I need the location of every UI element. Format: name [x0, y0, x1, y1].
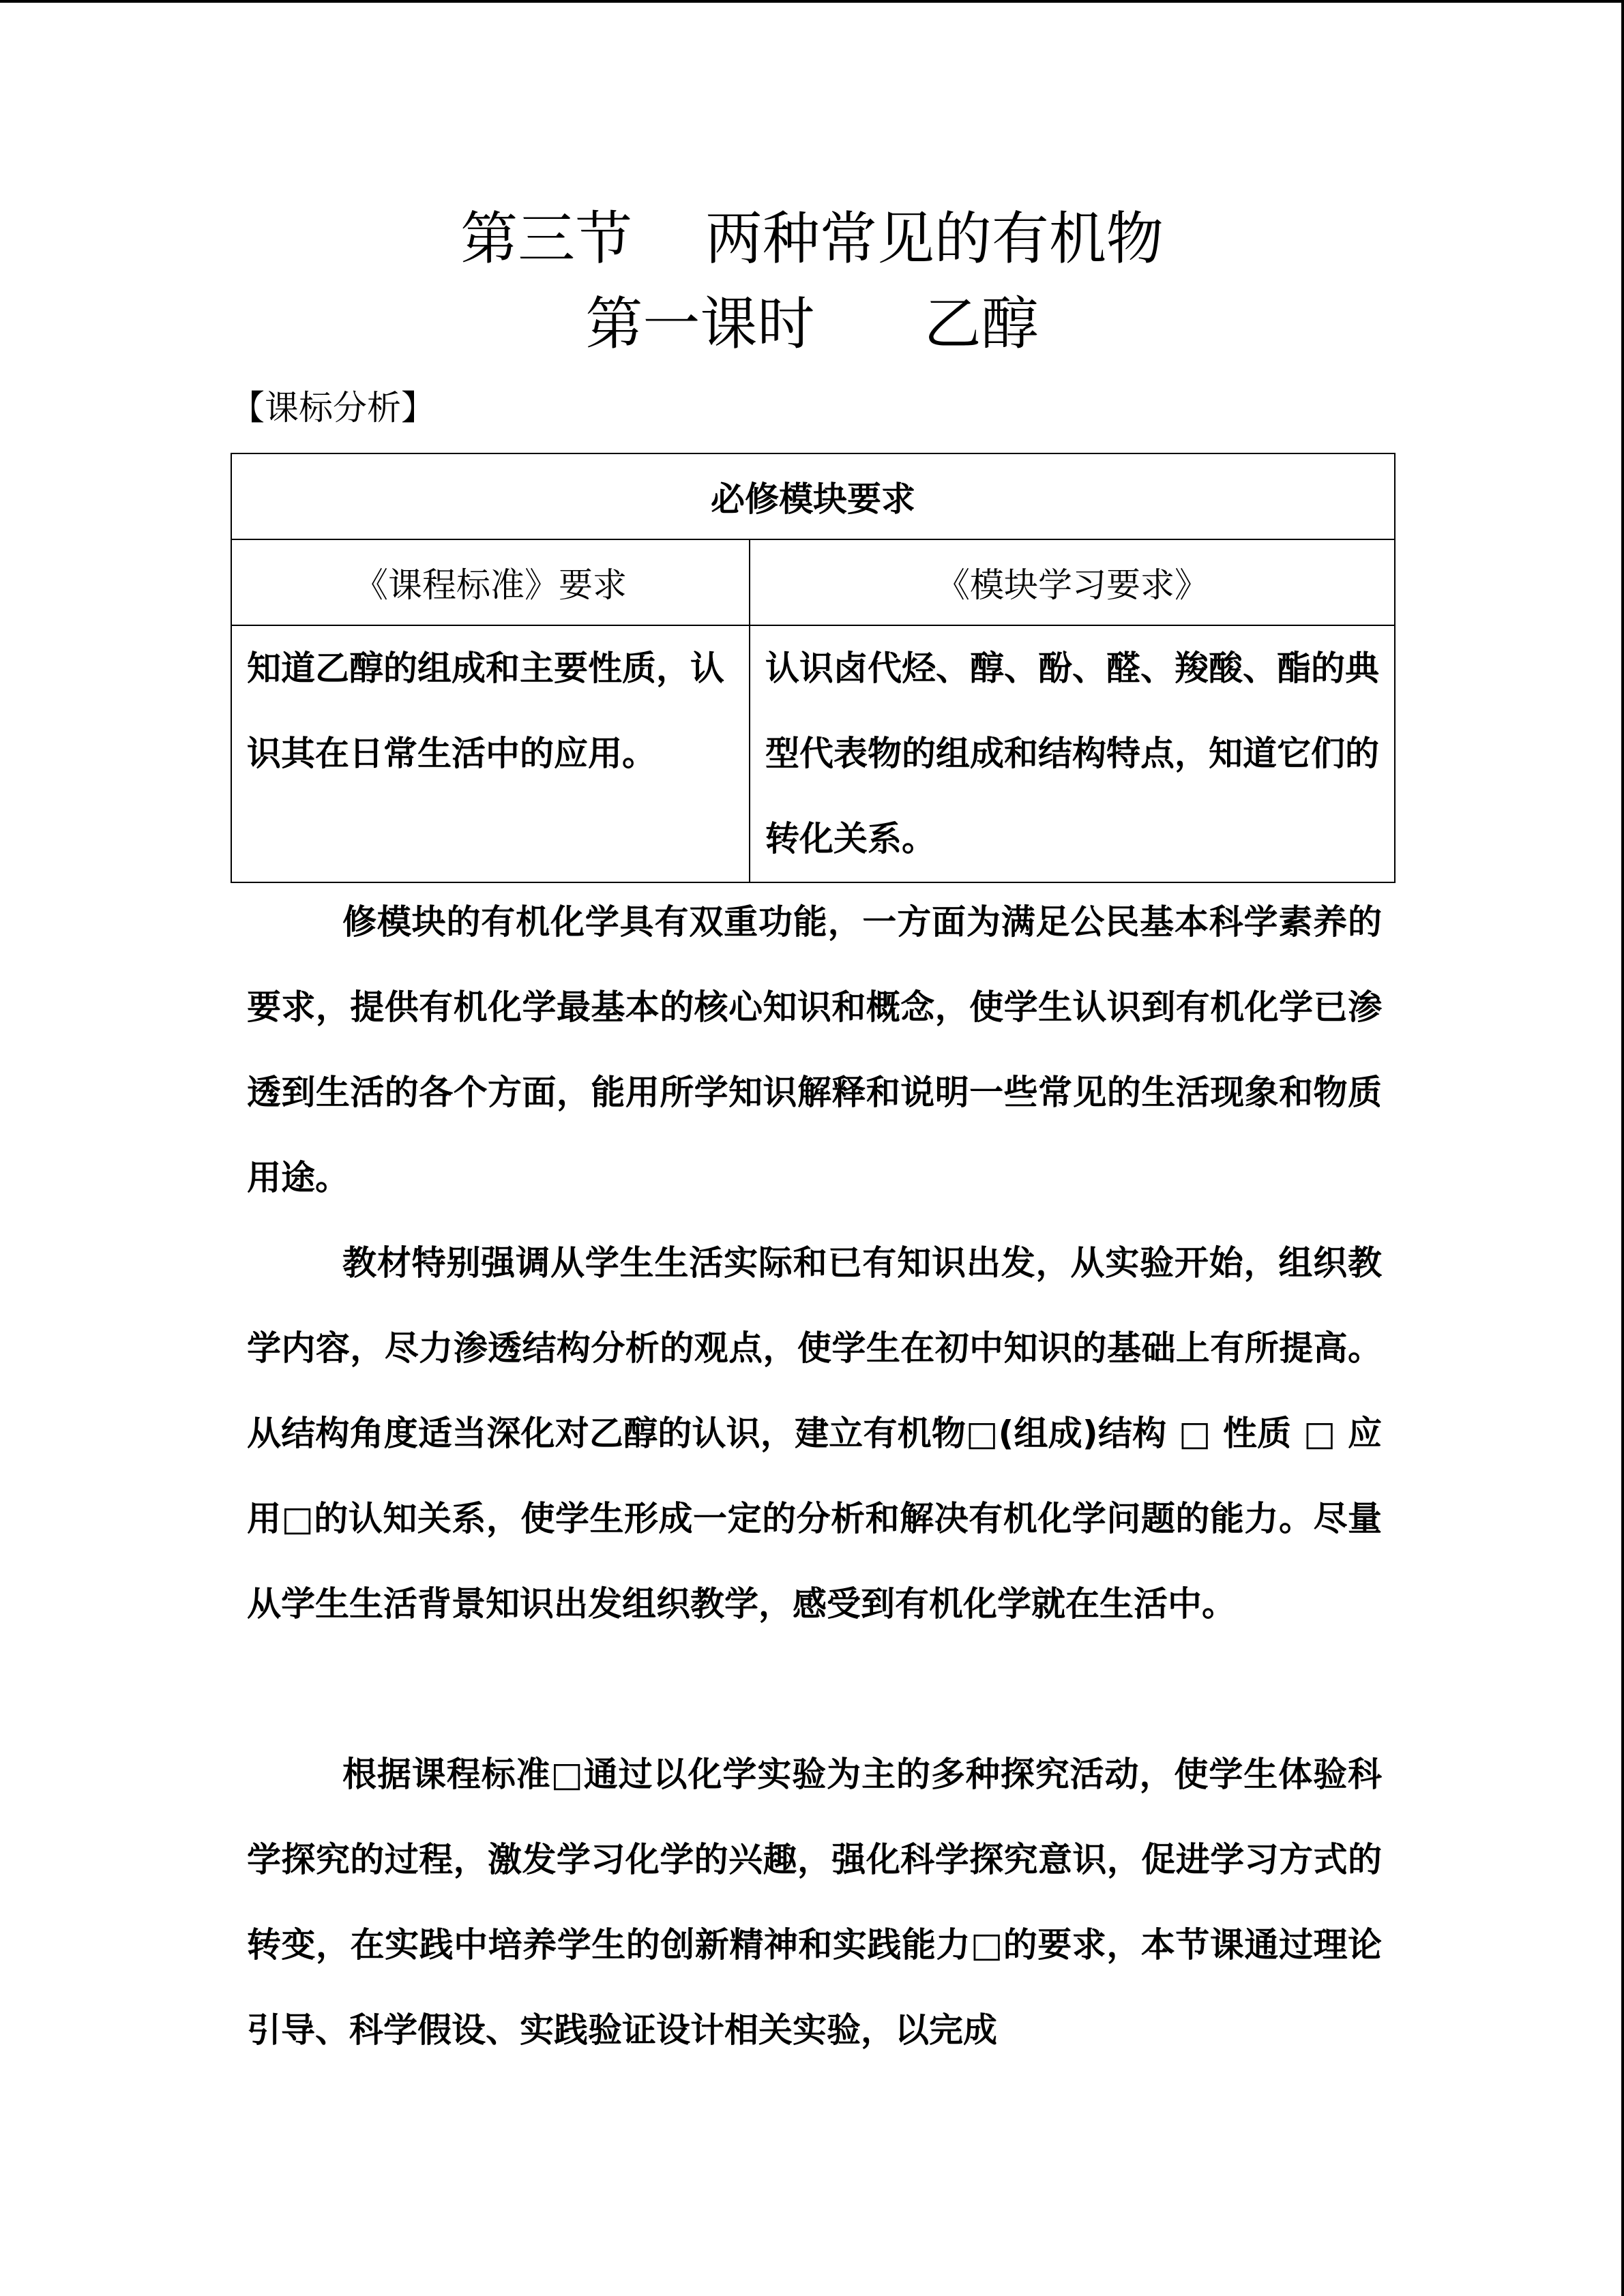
body-paragraph: 修模块的有机化学具有双重功能，一方面为满足公民基本科学素养的要求，提供有机化学最基本的核心知识和概念，使学生认识到有机化学已渗透到生活的各个方面，能用所学知识解释和说明一些常见的生活现象和物质用途。	[247, 902, 1382, 1197]
page-border-top	[0, 0, 1624, 3]
table-cell-curriculum: 知道乙醇的组成和主要性质，认识其在日常生活中的应用。	[231, 625, 750, 882]
section-label: 【课标分析】	[231, 388, 435, 428]
table-row	[231, 625, 1395, 882]
table-header-module: 《模块学习要求》	[750, 539, 1395, 625]
table-cell-module: 认识卤代烃、醇、酚、醛、羧酸、酯的典型代表物的组成和结构特点，知道它们的转化关系。	[750, 625, 1395, 882]
table-caption: 必修模块要求	[231, 453, 1395, 539]
body-paragraph: 根据课程标准□通过以化学实验为主的多种探究活动，使学生体验科学探究的过程，激发学习化学的兴趣，强化科学探究意识，促进学习方式的转变，在实践中培养学生的创新精神和实践能力□的要求，本节课通过理论引导、科学假设、实践验证设计相关实验，以完成	[247, 1755, 1382, 2050]
lesson-title: 第一课时 乙醇	[585, 290, 1039, 357]
table-caption-row	[231, 453, 1395, 539]
table-header-row	[231, 539, 1395, 625]
table-header-curriculum: 《课程标准》要求	[231, 539, 750, 625]
body-paragraph: 教材特别强调从学生生活实际和已有知识出发，从实验开始，组织教学内容，尽力渗透结构分析的观点，使学生在初中知识的基础上有所提高。从结构角度适当深化对乙醇的认识，建立有机物□(组成)结构 □ 性质 □ 应用□的认知关系，使学生形成一定的分析和解决有机化学问题的能力。尽量从学生生活背景知识出发组织教学，感受到有机化学就在生活中。	[247, 1243, 1382, 1624]
standards-table	[231, 453, 1396, 883]
section-title: 第三节 两种常见的有机物	[460, 205, 1164, 272]
